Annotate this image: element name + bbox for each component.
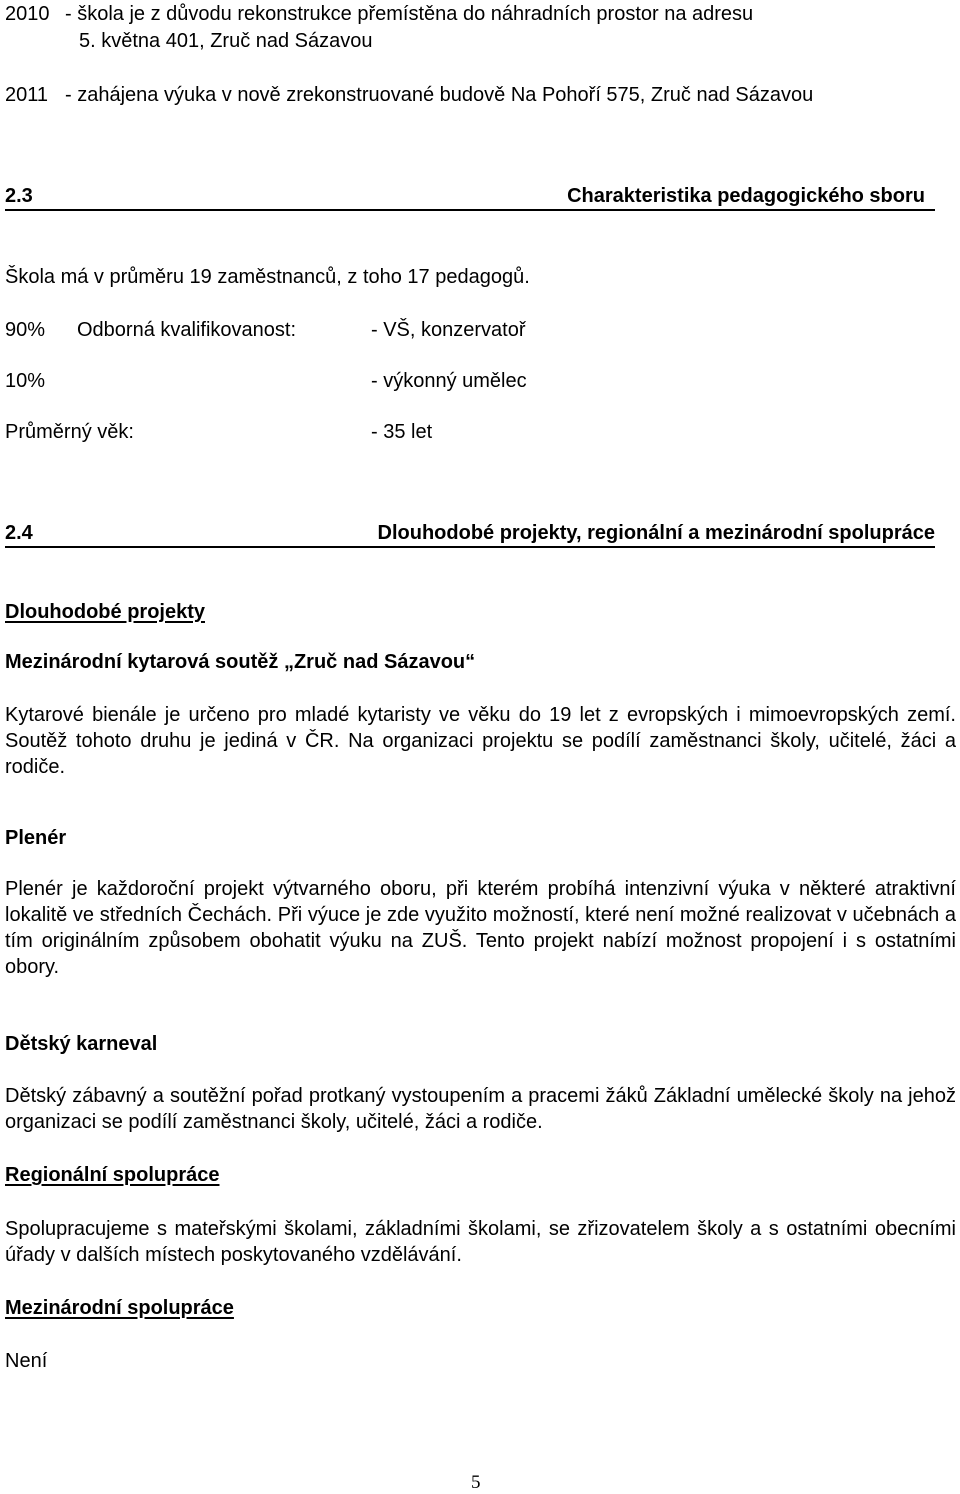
guitar-competition-quoted: „Zruč nad Sázavou“ (283, 651, 476, 673)
carnival-heading: Dětský karneval (5, 1033, 158, 1055)
international-cooperation-text: Není (5, 1350, 48, 1372)
guitar-competition-heading (5, 651, 475, 674)
long-term-projects-heading: Dlouhodobé projekty (5, 601, 205, 623)
staff-row-1-right: - VŠ, konzervatoř (371, 319, 526, 341)
international-cooperation-heading: Mezinárodní spolupráce (5, 1297, 234, 1319)
section-2-4-title: Dlouhodobé projekty, regionální a mezinárodní spolupráce (377, 522, 935, 544)
staff-row-1-mid: Odborná kvalifikovanost: (77, 319, 297, 341)
guitar-competition-text: Kytarové bienále je určeno pro mladé kytaristy ve věku do 19 let z evropských i mimoevropských zemí. Soutěž tohoto druhu je jediná v ČR. Na organizaci projektu se podílí zaměstnanci školy, učitelé, žáci a rodiče. (5, 704, 956, 778)
plener-heading: Plenér (5, 827, 67, 849)
history-text-2010-line1: - škola je z důvodu rekonstrukce přemístěna do náhradních prostor na adresu (65, 3, 754, 25)
regional-cooperation-heading: Regionální spolupráce (5, 1164, 220, 1186)
staff-row-2-right: - výkonný umělec (371, 370, 527, 392)
staff-intro: Škola má v průměru 19 zaměstnanců, z toho 17 pedagogů. (5, 266, 530, 288)
section-2-4-number: 2.4 (5, 522, 33, 544)
staff-row-1-left: 90% (5, 319, 46, 341)
history-year-2011: 2011 (5, 84, 49, 106)
staff-row-3-right: - 35 let (371, 421, 433, 443)
history-year-2010: 2010 (5, 3, 50, 25)
staff-row-2-left: 10% (5, 370, 46, 392)
section-2-3-title: Charakteristika pedagogického sboru (567, 185, 925, 207)
regional-cooperation-text: Spolupracujeme s mateřskými školami, základními školami, se zřizovatelem školy a s ostatními obecními úřady v dalších místech poskytovaného vzdělávání. (5, 1218, 956, 1266)
history-text-2011: - zahájena výuka v nově zrekonstruované budově Na Pohoří 575, Zruč nad Sázavou (65, 84, 814, 106)
page-number: 5 (471, 1472, 481, 1493)
section-2-3-number: 2.3 (5, 185, 33, 207)
plener-text: Plenér je každoroční projekt výtvarného oboru, při kterém probíhá intenzivní výuka v některé atraktivní lokalitě ve středních Čechách. Při výuce je zde využito možností, které není možné realizovat v učebnách a tím originálním způsobem obohatit výuku na ZUŠ. Tento projekt nabízí možnost propojení i s ostatními obory. (5, 878, 956, 978)
history-text-2010-line2: 5. května 401, Zruč nad Sázavou (79, 30, 373, 52)
staff-row-3-left: Průměrný věk: (5, 421, 134, 443)
section-2-4-heading (5, 520, 935, 548)
guitar-competition-prefix: Mezinárodní kytarová soutěž (5, 651, 284, 673)
carnival-text: Dětský zábavný a soutěžní pořad protkaný vystoupením a pracemi žáků Základní umělecké školy na jehož organizaci se podílí zaměstnanci školy, učitelé, žáci a rodiče. (5, 1085, 956, 1133)
section-2-3-heading (5, 183, 935, 211)
